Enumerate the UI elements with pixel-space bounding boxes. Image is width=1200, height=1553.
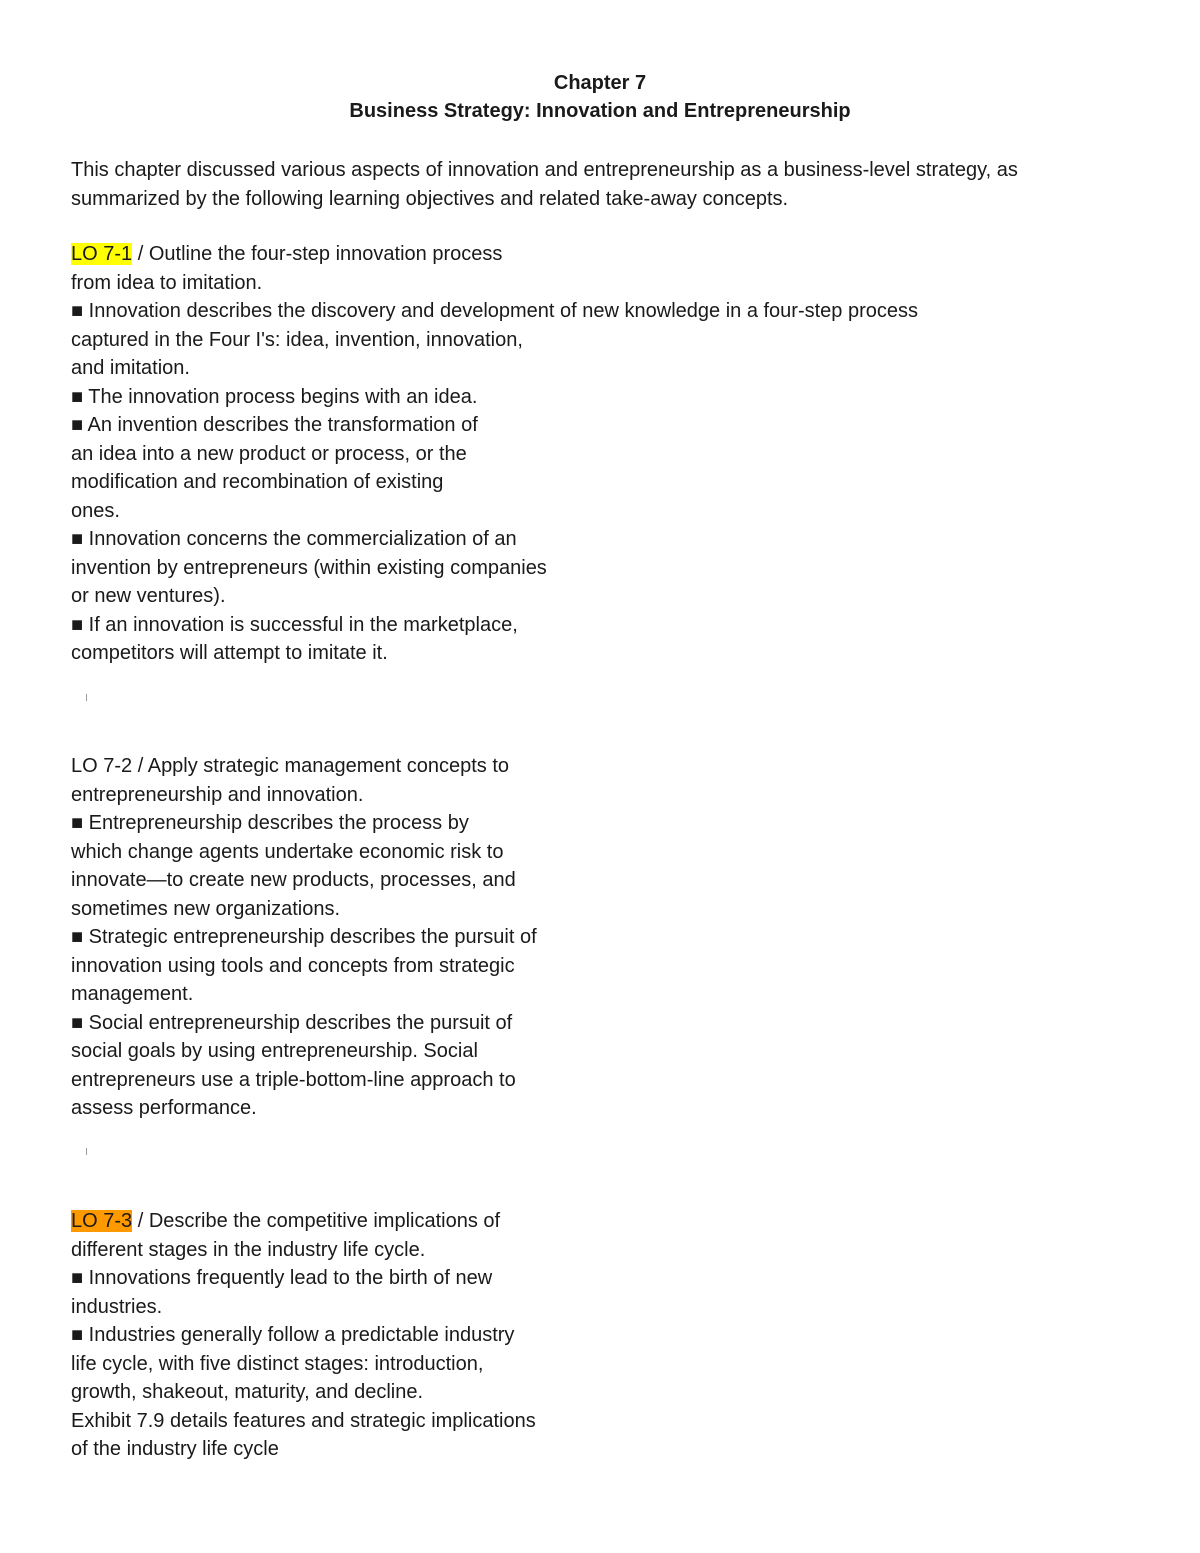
- anchor-mark: [86, 1148, 87, 1155]
- section-line: entrepreneurship and innovation.: [71, 783, 364, 806]
- section-line: an idea into a new product or process, or the: [71, 442, 467, 465]
- section-line: ■ An invention describes the transformation of: [71, 414, 478, 436]
- section-line: from idea to imitation.: [71, 271, 263, 294]
- section-line: ■ The innovation process begins with an idea.: [71, 385, 478, 408]
- lo-code-highlight: LO 7-1: [71, 243, 133, 265]
- section-heading-text: / Outline the four-step innovation process: [132, 243, 503, 265]
- section-line: or new ventures).: [71, 585, 226, 607]
- section-line: social goals by using entrepreneurship. Social: [71, 1040, 478, 1062]
- section-line: ■ Strategic entrepreneurship describes the pursuit of: [71, 926, 537, 948]
- section-line: sometimes new organizations.: [71, 897, 341, 920]
- intro-paragraph: [71, 156, 1018, 213]
- section-line: entrepreneurs use a triple-bottom-line approach to: [71, 1068, 516, 1091]
- section-line: ■ Innovation concerns the commercialization of an: [71, 528, 517, 550]
- section-heading: [71, 752, 537, 781]
- lo-code-highlight: LO 7-3: [71, 1210, 133, 1232]
- intro-line: This chapter discussed various aspects of innovation and entrepreneurship as a business-level strategy, as: [71, 159, 1018, 181]
- section-line: ■ Industries generally follow a predictable industry: [71, 1324, 515, 1346]
- section-line: ■ Innovation describes the discovery and development of new knowledge in a four-step process: [71, 300, 919, 322]
- section-line: different stages in the industry life cycle.: [71, 1238, 426, 1261]
- section-line: ■ If an innovation is successful in the marketplace,: [71, 613, 518, 636]
- section-line: modification and recombination of existing: [71, 471, 444, 493]
- section-line: life cycle, with five distinct stages: introduction,: [71, 1352, 484, 1375]
- chapter-title: Business Strategy: Innovation and Entrepreneurship: [349, 100, 851, 122]
- section-line: Exhibit 7.9 details features and strategic implications: [71, 1409, 536, 1432]
- section-heading-text: / Describe the competitive implications of: [132, 1210, 501, 1232]
- section-line: ■ Entrepreneurship describes the process by: [71, 812, 469, 834]
- section-lo-7-2: [71, 752, 537, 1123]
- intro-line: summarized by the following learning objectives and related take-away concepts.: [71, 187, 789, 210]
- section-heading-text: / Apply strategic management concepts to: [132, 755, 510, 777]
- section-line: competitors will attempt to imitate it.: [71, 642, 388, 664]
- section-line: growth, shakeout, maturity, and decline.: [71, 1381, 424, 1403]
- anchor-mark: [86, 694, 87, 701]
- section-heading: [71, 240, 918, 269]
- section-lo-7-3: [71, 1207, 536, 1464]
- section-heading: [71, 1207, 536, 1236]
- section-line: ones.: [71, 499, 120, 522]
- section-line: innovation using tools and concepts from strategic: [71, 954, 515, 977]
- chapter-label: Chapter 7: [553, 72, 647, 94]
- section-line: ■ Social entrepreneurship describes the pursuit of: [71, 1011, 513, 1034]
- section-line: invention by entrepreneurs (within existing companies: [71, 556, 547, 579]
- section-line: of the industry life cycle: [71, 1438, 279, 1460]
- section-line: innovate—to create new products, processes, and: [71, 869, 516, 891]
- document-header: [0, 69, 1200, 125]
- section-line: which change agents undertake economic risk to: [71, 840, 504, 863]
- section-line: ■ Innovations frequently lead to the birth of new: [71, 1267, 493, 1289]
- section-line: management.: [71, 983, 194, 1005]
- section-line: assess performance.: [71, 1097, 257, 1119]
- section-line: captured in the Four I's: idea, invention, innovation,: [71, 328, 523, 351]
- section-line: and imitation.: [71, 357, 190, 379]
- lo-code: LO 7-2: [71, 755, 133, 777]
- section-line: industries.: [71, 1295, 163, 1318]
- section-lo-7-1: [71, 240, 918, 668]
